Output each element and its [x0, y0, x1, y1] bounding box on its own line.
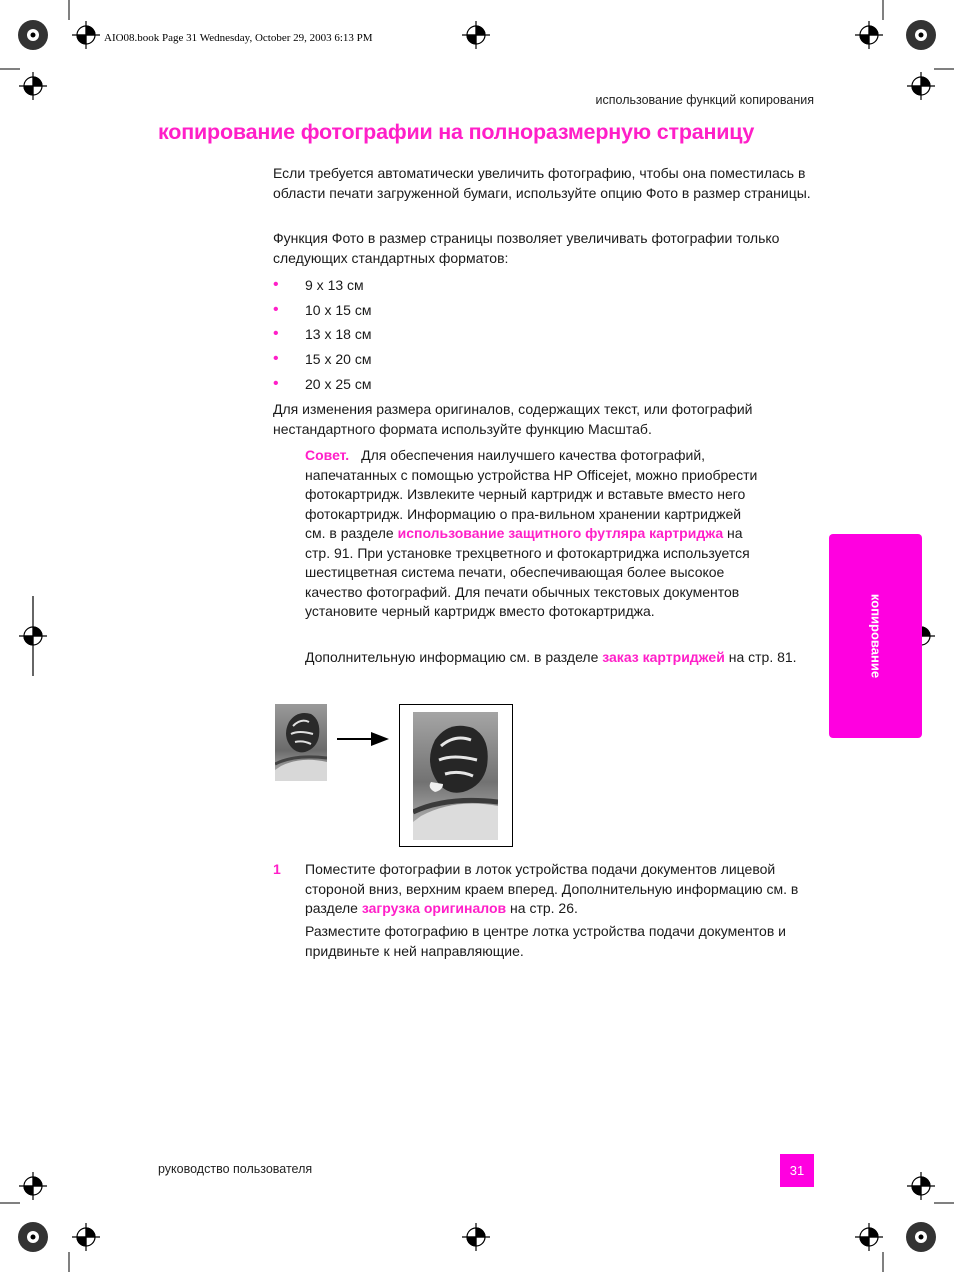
load-originals-link[interactable]: загрузка оригиналов — [361, 900, 507, 916]
list-item: • 10 x 15 см — [273, 300, 372, 318]
page-title: копирование фотографии на полноразмерную страницу — [158, 120, 755, 144]
footer-title: руководство пользователя — [158, 1162, 313, 1176]
bullet-icon: • — [273, 374, 279, 392]
bullet-icon: • — [273, 350, 279, 368]
intro-paragraph: Если требуется автоматически увеличить фотографию, чтобы она поместилась в области печати загруженной бумаги, используйте опцию Фото в размер страницы. — [273, 165, 811, 201]
order-cartridges-link[interactable]: заказ картриджей — [602, 649, 725, 665]
step-number: 1 — [273, 861, 281, 877]
step-1: 1 Поместите фотографии в лоток устройства подачи документов лицевой стороной вниз, верхним краем вперед. Дополнительную информацию см. в разделе загрузка оригиналов на стр. 26. — [273, 861, 799, 916]
tip-text-continued: на стр. 91. При установке трехцветного и фотокартриджа используется шестицветная система печати, обеспечивающая более высокое качество фотографий. Для печати обычных текстовых документов установите черный картридж вместо фотокартриджа. — [305, 525, 750, 619]
list-item: • 15 x 20 см — [273, 350, 372, 368]
list-item: • 13 x 18 см — [273, 325, 372, 343]
bullet-icon: • — [273, 300, 279, 318]
formats-paragraph: Функция Фото в размер страницы позволяет увеличивать фотографии только следующих стандартных форматов: — [273, 230, 780, 266]
bullet-icon: • — [273, 325, 279, 343]
enlarged-photo-frame — [399, 704, 513, 847]
list-item: • 20 x 25 см — [273, 374, 372, 392]
size-list — [273, 273, 371, 396]
bullet-icon: • — [273, 276, 279, 294]
arrow-right-icon — [335, 730, 390, 748]
page-number: 31 — [780, 1154, 814, 1187]
tip-label: Совет. — [305, 447, 350, 463]
cartridge-protector-link[interactable]: использование защитного футляра картриджа — [397, 525, 724, 541]
chapter-tab — [829, 534, 922, 738]
tip-text: Для обеспечения наилучшего качества фотографий, напечатанных с помощью устройства HP Officejet, можно приобрести фотокартридж. Извлеките черный картридж и вставьте вместо него фотокартридж. Информацию о пра-вильном хранении картриджей см. в разделе — [305, 447, 758, 541]
more-info-paragraph: Дополнительную информацию см. в разделе заказ картриджей на стр. 81. — [305, 649, 797, 665]
step-1-note: Разместите фотографию в центре лотка устройства подачи документов и придвиньте к ней направляющие. — [305, 923, 786, 959]
tip-block — [305, 446, 760, 622]
printer-slug-line: AIO08.book Page 31 Wednesday, October 29, 2003 6:13 PM — [104, 32, 373, 44]
running-head: использование функций копирования — [595, 93, 814, 107]
tiger-photo-enlarged — [413, 712, 498, 840]
tiger-photo-original — [275, 704, 327, 781]
chapter-tab-label: копирование — [868, 593, 883, 679]
list-item: • 9 x 13 см — [273, 276, 364, 294]
scale-paragraph: Для изменения размера оригиналов, содержащих текст, или фотографий нестандартного формата используйте функцию Масштаб. — [273, 401, 753, 437]
